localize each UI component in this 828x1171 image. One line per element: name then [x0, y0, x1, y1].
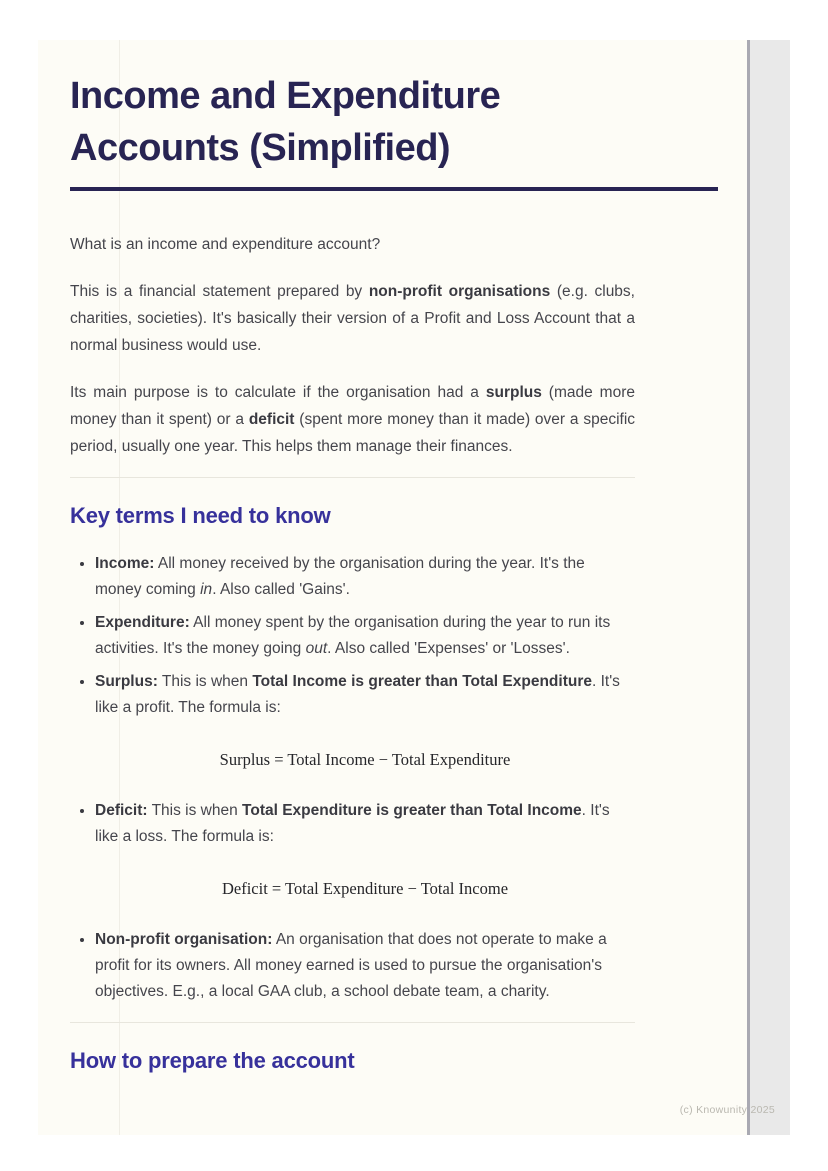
section-divider: [70, 477, 635, 478]
section-heading-key-terms: Key terms I need to know: [70, 503, 331, 528]
text-segment: This is a financial statement prepared by: [70, 283, 369, 300]
section-heading-prepare: How to prepare the account: [70, 1048, 355, 1073]
formula: Surplus = Total Income − Total Expenditure: [219, 750, 511, 769]
paragraph: [70, 379, 635, 460]
text-segment: deficit: [248, 411, 295, 428]
text-segment: Deficit:: [95, 802, 148, 819]
text-segment: All money spent by the organisation during the year to run its activities. It's the money going: [95, 614, 611, 657]
text-segment: . Also called 'Gains'.: [212, 581, 350, 598]
text-segment: Non-profit organisation:: [95, 931, 273, 948]
page-title: Income and Expenditure Accounts (Simplified): [70, 75, 501, 169]
document-page: [38, 40, 790, 1135]
text-segment: in: [200, 581, 213, 598]
scrollbar-track[interactable]: [747, 40, 790, 1135]
text-segment: Total Expenditure is greater than Total Income: [242, 802, 582, 819]
text-segment: Expenditure:: [95, 614, 190, 631]
watermark: (c) Knowunity 2025: [679, 1104, 775, 1116]
key-term-item: [95, 797, 635, 902]
title-underline: [70, 187, 718, 191]
text-segment: What is an income and expenditure account?: [70, 236, 381, 253]
paragraph: [70, 231, 635, 258]
key-term-text: [95, 610, 635, 662]
text-segment: . It's like a loss. The formula is:: [95, 802, 610, 845]
key-term-item: [95, 550, 635, 603]
key-term-item: [95, 668, 635, 773]
key-term-text: [95, 927, 635, 1005]
intro-paragraphs: [70, 231, 635, 460]
key-term-text: [95, 798, 635, 850]
key-terms-list: [70, 550, 635, 1005]
text-segment: Total Income is greater than Total Expenditure: [252, 673, 592, 690]
section-divider: [70, 1022, 635, 1023]
key-term-text: [95, 669, 635, 721]
key-term-text: [95, 551, 635, 603]
text-segment: Income:: [95, 555, 155, 572]
text-segment: All money received by the organisation during the year. It's the money coming: [95, 555, 585, 598]
text-segment: Its main purpose is to calculate if the organisation had a: [70, 384, 486, 401]
text-segment: non-profit organisations: [368, 283, 551, 300]
text-segment: Surplus:: [95, 673, 158, 690]
text-segment: This is when: [147, 802, 243, 819]
paragraph: [70, 278, 635, 359]
text-segment: . It's like a profit. The formula is:: [95, 673, 620, 716]
text-segment: (made more money than it spent) or a: [70, 384, 635, 428]
text-segment: (spent more money than it made) over a specific period, usually one year. This helps them manage their finances.: [70, 411, 636, 455]
page-content: [70, 40, 635, 1074]
key-term-item: [95, 926, 635, 1005]
text-segment: This is when: [157, 673, 253, 690]
formula: Deficit = Total Expenditure − Total Income: [221, 879, 509, 898]
text-segment: out: [305, 640, 328, 657]
text-segment: An organisation that does not operate to make a profit for its owners. All money earned is used to pursue the organisation's objectives. E.g., a local GAA club, a school debate team, a charity.: [95, 931, 607, 1000]
text-segment: . Also called 'Expenses' or 'Losses'.: [327, 640, 570, 657]
key-term-item: [95, 609, 635, 662]
text-segment: surplus: [485, 384, 542, 401]
text-segment: (e.g. clubs, charities, societies). It's basically their version of a Profit and Loss Account that a normal business would use.: [70, 283, 635, 354]
